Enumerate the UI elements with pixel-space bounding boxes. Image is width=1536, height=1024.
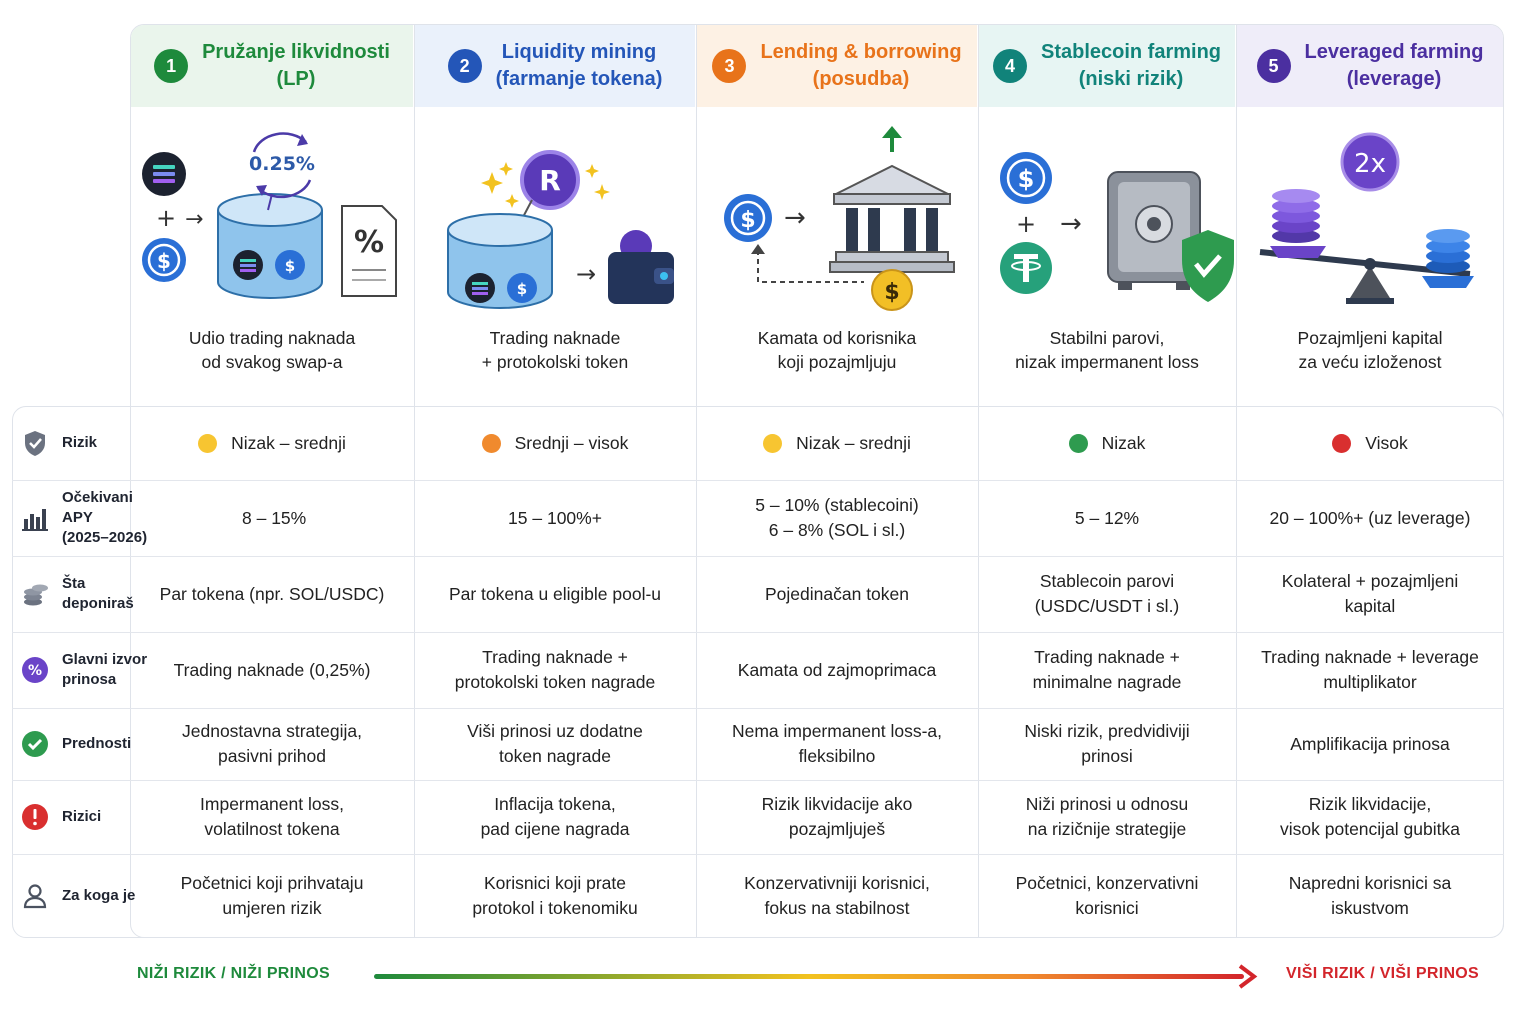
strategy-title: Leveraged farming (leverage) [1304, 41, 1484, 90]
table-cell [978, 480, 1236, 556]
shield-icon [20, 428, 50, 458]
cell-text: 8 – 15% [242, 507, 307, 528]
svg-text:0.25%: 0.25% [249, 153, 315, 175]
table-cell [414, 854, 696, 938]
svg-text:→: → [1060, 209, 1082, 239]
liquidity-mining-illustration [414, 122, 696, 312]
svg-text:→: → [784, 203, 806, 233]
table-cell [414, 556, 696, 632]
table-cell [130, 632, 414, 708]
risk-level-dot [1069, 434, 1088, 453]
cell-text: Kamata od zajmoprimaca [737, 659, 937, 680]
leverage-badge-icon [1342, 134, 1398, 190]
table-cell [978, 854, 1236, 938]
coin-stack-icon [1422, 229, 1474, 288]
table-cell [696, 480, 978, 556]
scale-right-label: VIŠI RIZIK / VIŠI PRINOS [1286, 965, 1480, 982]
cell-text: Rizik likvidacije, visok potencijal gubitka [1280, 794, 1460, 839]
cell-text: Niži prinosi u odnosu na rizičnije strategije [1025, 794, 1189, 839]
column-header-stablecoin [978, 25, 1236, 107]
risk-level-dot [198, 434, 217, 453]
cell-text: Nema impermanent loss-a, fleksibilno [731, 721, 943, 766]
cell-text: Viši prinosi uz dodatne token nagrade [467, 721, 643, 766]
usdc-token-icon [724, 194, 772, 242]
table-cell [978, 780, 1236, 854]
cell-text: Jednostavna strategija, pasivni prihod [182, 721, 362, 766]
svg-text:$: $ [1017, 165, 1035, 193]
cell-text: Napredni korisnici sa iskustvom [1288, 873, 1452, 918]
tether-token-icon [1000, 242, 1052, 294]
leverage-illustration [1236, 122, 1504, 312]
cell-text: 5 – 10% (stablecoini) 6 – 8% (SOL i sl.) [755, 495, 919, 540]
cell-text: Niski rizik, predvidiviji prinosi [1024, 721, 1190, 766]
table-cell [130, 480, 414, 556]
row-label-text: Očekivani APY (2025–2026) [62, 489, 148, 546]
table-cell [978, 632, 1236, 708]
svg-text:+: + [1016, 210, 1037, 238]
strategy-caption-liquidity-mining: Trading naknade + protokolski token [481, 328, 629, 372]
coin-stack-icon [1270, 189, 1326, 258]
table-cell [696, 632, 978, 708]
table-cell [1236, 632, 1504, 708]
usdc-token-icon [1000, 152, 1052, 204]
table-cell [1236, 556, 1504, 632]
cell-text: Srednji – visok [514, 432, 629, 453]
step-number-badge: 4 [993, 49, 1027, 83]
table-cell [414, 480, 696, 556]
liquidity-pool-icon [448, 214, 552, 308]
cell-text: Par tokena (npr. SOL/USDC) [159, 583, 385, 604]
cell-text: Trading naknade + minimalne nagrade [1032, 647, 1182, 692]
lp-illustration [130, 122, 412, 312]
liquidity-pool-icon [218, 194, 322, 298]
row-label-text: Za koga je [62, 887, 136, 904]
table-cell [1236, 854, 1504, 938]
reward-token-icon [522, 152, 578, 208]
row-label-text: Rizik [62, 434, 98, 451]
strategy-comparison-table [12, 24, 1504, 938]
step-number-badge: 3 [712, 49, 746, 83]
cell-text: Amplifikacija prinosa [1290, 733, 1450, 754]
risk-level-dot [763, 434, 782, 453]
cell-text: Konzervativniji korisnici, fokus na stabilnost [744, 873, 930, 918]
svg-text:→: → [185, 207, 204, 232]
wallet-icon [608, 230, 674, 304]
step-number-badge: 2 [448, 49, 482, 83]
strategy-caption-lp: Udio trading naknada od svakog swap-a [188, 328, 356, 372]
lending-illustration [696, 122, 978, 312]
table-cell [696, 854, 978, 938]
strategy-caption-stablecoin: Stabilni parovi, nizak impermanent loss [1015, 328, 1199, 372]
scale-left-label: NIŽI RIZIK / NIŽI PRINOS [137, 965, 330, 982]
risk-level-dot [482, 434, 501, 453]
table-cell [1236, 480, 1504, 556]
stablecoin-illustration [978, 122, 1236, 312]
svg-text:$: $ [740, 208, 756, 233]
column-header-lp [130, 25, 414, 107]
table-cell [978, 556, 1236, 632]
column-header-lending [696, 25, 978, 107]
strategy-title: Stablecoin farming (niski rizik) [1040, 41, 1222, 90]
table-cell [696, 780, 978, 854]
cell-text: Stablecoin parovi (USDC/USDT i sl.) [1034, 571, 1180, 616]
table-cell [414, 780, 696, 854]
cell-text: 20 – 100%+ (uz leverage) [1269, 507, 1471, 528]
usdc-token-icon [142, 238, 186, 282]
row-label-text: Prednosti [62, 735, 132, 752]
check-circle-icon [20, 729, 50, 759]
svg-text:%: % [353, 225, 385, 260]
cell-text: Rizik likvidacije ako pozajmljuješ [761, 794, 913, 839]
table-cell [696, 406, 978, 480]
strategy-title: Liquidity mining (farmanje tokena) [495, 41, 663, 90]
bar-chart-icon [20, 503, 50, 533]
sol-token-icon [142, 152, 186, 196]
table-cell [130, 780, 414, 854]
strategy-caption-leverage: Pozajmljeni kapital za veću izloženost [1297, 328, 1443, 372]
table-cell [414, 632, 696, 708]
cell-text: Impermanent loss, volatilnost tokena [200, 794, 344, 839]
cell-text: Nizak [1101, 432, 1146, 453]
table-cell [1236, 406, 1504, 480]
svg-text:+: + [156, 204, 177, 232]
alert-circle-icon [20, 802, 50, 832]
risk-level-dot [1332, 434, 1351, 453]
cell-text: Početnici koji prihvataju umjeren rizik [180, 873, 364, 918]
svg-text:%: % [27, 663, 43, 679]
user-icon [20, 881, 50, 911]
table-cell [130, 406, 414, 480]
cell-text: Korisnici koji prate protokol i tokenomiku [472, 873, 638, 918]
strategy-caption-lending: Kamata od korisnika koji pozajmljuju [757, 328, 917, 372]
svg-text:$: $ [884, 280, 900, 305]
cell-text: Trading naknade (0,25%) [173, 659, 371, 680]
strategy-title: Lending & borrowing (posudba) [760, 41, 962, 90]
percent-document-icon [342, 206, 396, 296]
table-cell [696, 708, 978, 780]
table-cell [978, 708, 1236, 780]
cell-text: Trading naknade + leverage multiplikator [1261, 647, 1479, 692]
cell-text: Nizak – srednji [231, 432, 346, 453]
strategy-title: Pružanje likvidnosti (LP) [202, 41, 390, 90]
table-cell [130, 556, 414, 632]
svg-text:$: $ [157, 249, 171, 273]
cell-text: Kolateral + pozajmljeni kapital [1281, 571, 1459, 616]
table-cell [130, 708, 414, 780]
interest-coin-icon [872, 270, 912, 310]
bank-icon [830, 166, 954, 272]
arrow-up-icon [882, 126, 902, 152]
column-header-liquidity-mining [414, 25, 696, 107]
cell-text: Visok [1365, 432, 1408, 453]
column-header-leverage [1236, 25, 1504, 107]
row-label-text: Rizici [62, 808, 102, 825]
row-label-text: Glavni izvor prinosa [62, 651, 148, 688]
cell-text: Pojedinačan token [765, 583, 909, 604]
step-number-badge: 1 [154, 49, 188, 83]
svg-text:$: $ [284, 257, 296, 275]
percent-icon [20, 655, 50, 685]
cell-text: 5 – 12% [1074, 507, 1140, 528]
table-cell [414, 406, 696, 480]
step-number-badge: 5 [1257, 49, 1291, 83]
row-label-text: Šta deponiraš [62, 575, 134, 612]
cell-text: Početnici, konzervativni korisnici [1015, 873, 1199, 918]
cell-text: Nizak – srednji [796, 432, 911, 453]
cell-text: Inflacija tokena, pad cijene nagrada [480, 794, 630, 839]
table-cell [414, 708, 696, 780]
svg-text:2x: 2x [1354, 149, 1386, 179]
shield-check-icon [1182, 230, 1234, 302]
coin-stack-icon [20, 579, 50, 609]
table-cell [1236, 708, 1504, 780]
svg-text:$: $ [516, 280, 528, 298]
svg-text:R: R [539, 164, 561, 197]
table-cell [696, 556, 978, 632]
cell-text: Trading naknade + protokolski token nagrade [454, 647, 656, 692]
cell-text: 15 – 100%+ [508, 507, 602, 528]
cell-text: Par tokena u eligible pool-u [448, 583, 662, 604]
table-cell [1236, 780, 1504, 854]
table-cell [978, 406, 1236, 480]
risk-gradient-arrow [374, 962, 1260, 992]
table-cell [130, 854, 414, 938]
svg-text:→: → [576, 260, 597, 288]
